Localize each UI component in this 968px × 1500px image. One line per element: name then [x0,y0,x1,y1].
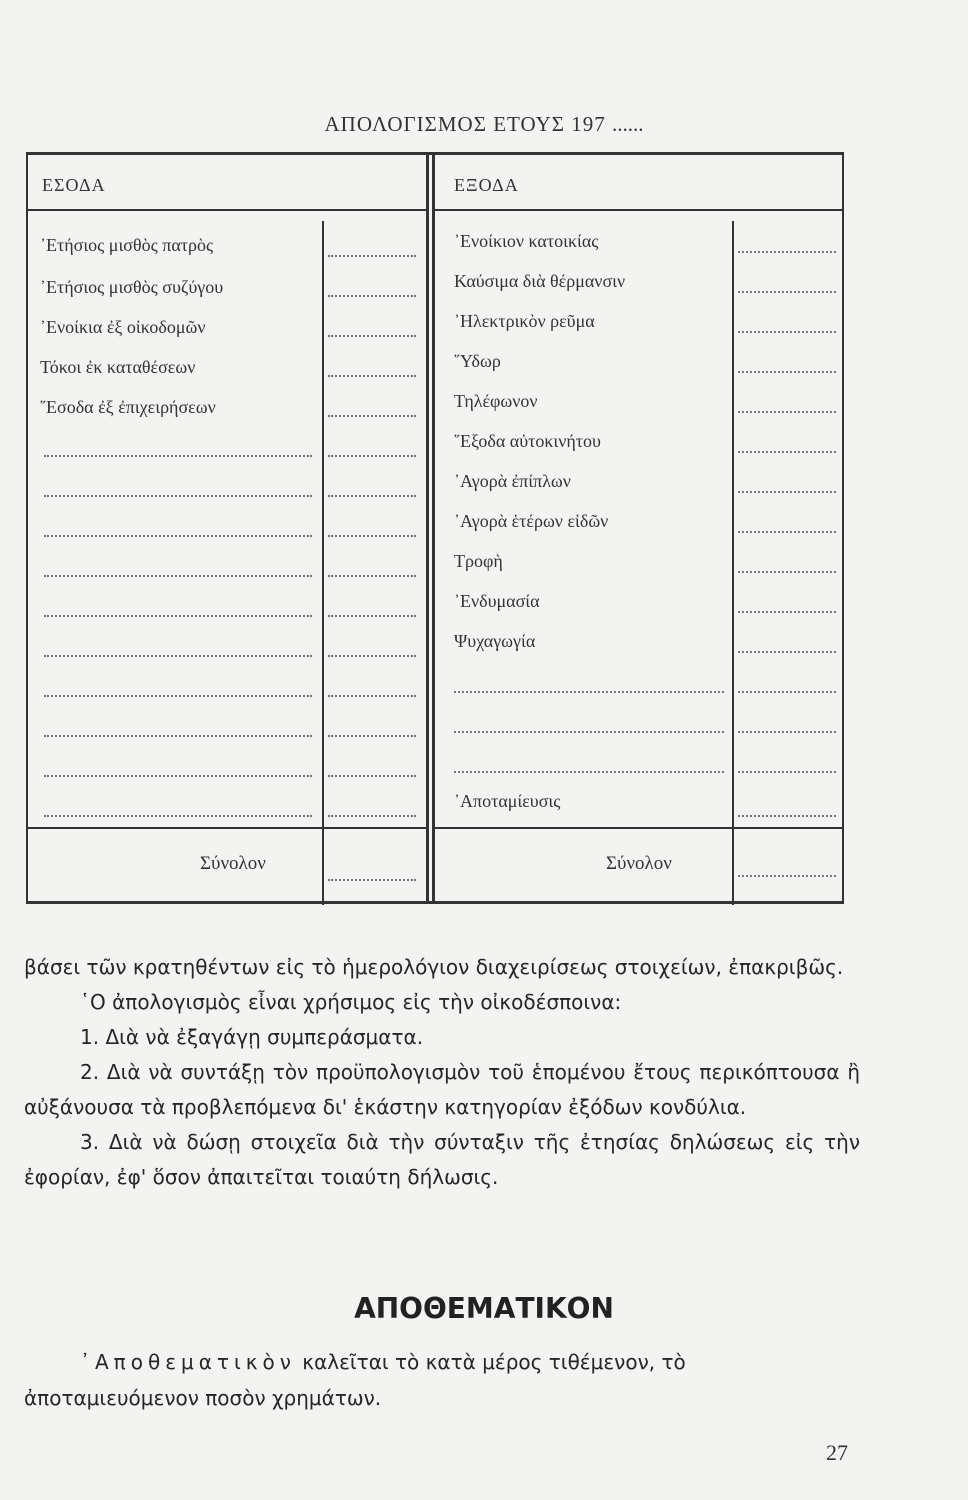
expense-row-4: ῞Υδωρ [454,351,501,371]
list-item: 1. Διὰ νὰ ἐξαγάγῃ συμπεράσματα. [80,1025,424,1049]
expense-amount-blank [738,771,836,773]
income-amount-blank [328,775,416,777]
income-blank-row [44,775,312,777]
expense-blank-row [454,731,724,733]
expense-blank-row [454,771,724,773]
expense-row-11: Ψυχαγωγία [454,631,536,651]
expenses-amount-column [732,221,734,905]
definition-rest: καλεῖται τὸ κατὰ μέρος τιθέμενον, τὸ ἀποταμιευόμενον ποσὸν χρημάτων. [24,1350,686,1410]
expense-row-6: ῞Εξοδα αὐτοκινήτου [454,431,601,451]
income-amount-blank [328,335,416,337]
expense-row-9: Τροφὴ [454,551,503,571]
income-amount-blank [328,255,416,257]
income-total-rule [28,827,426,829]
page-title: ΑΠΟΛΟΓΙΣΜΟΣ ΕΤΟΥΣ 197 ...... [324,112,644,136]
expense-row-3: ᾿Ηλεκτρικὸν ρεῦμα [454,311,595,331]
income-row-5: ῞Εσοδα ἐξ ἐπιχειρήσεων [40,397,216,417]
expense-row-2: Καύσιμα διὰ θέρμανσιν [454,271,626,291]
income-blank-row [44,655,312,657]
income-row-4: Τόκοι ἐκ καταθέσεων [40,357,196,377]
paragraph: βάσει τῶν κρατηθέντων εἰς τὸ ἡμερολόγιον διαχειρίσεως στοιχείων, ἐπακριβῶς. [24,955,844,979]
expense-amount-blank [738,691,836,693]
income-row-3: ᾿Ενοίκια ἐξ οἰκοδομῶν [40,317,206,337]
income-amount-blank [328,375,416,377]
page-number: 27 [826,1440,848,1465]
income-blank-row [44,815,312,817]
expense-blank-row [454,691,724,693]
income-row-1: ᾿Ετήσιος μισθὸς πατρὸς [40,235,214,255]
expense-total-rule [435,827,842,829]
income-blank-row [44,535,312,537]
income-amount-blank [328,495,416,497]
ledger-table [26,152,844,904]
income-blank-row [44,735,312,737]
income-amount-blank [328,615,416,617]
expense-amount-blank [738,371,836,373]
income-amount-blank [328,455,416,457]
expenses-header: ΕΞΟΔΑ [454,175,519,195]
list-item: 3. Διὰ νὰ δώσῃ στοιχεῖα διὰ τὴν σύνταξιν τῆς ἐτησίας δηλώσεως εἰς τὴν ἐφορίαν, ἐφ' ὅσον ἀπαιτεῖται τοιαύτη δήλωσις. [24,1130,860,1189]
income-blank-row [44,615,312,617]
list-item: 2. Διὰ νὰ συντάξῃ τὸν προϋπολογισμὸν τοῦ ἑπομένου ἔτους περικόπτουσα ἢ αὐξάνουσα τὰ προβλεπόμενα δι' ἑκάστην κατηγορίαν ἐξόδων κονδύλια. [24,1060,860,1119]
title-dots: ...... [611,112,644,136]
definition-term: ᾿Αποθεματικὸν [80,1350,296,1374]
expense-amount-blank [738,651,836,653]
income-amount-blank [328,415,416,417]
expense-amount-blank [738,291,836,293]
definition-text [24,1344,860,1416]
expense-amount-blank [738,251,836,253]
income-row-2: ᾿Ετήσιος μισθὸς συζύγου [40,277,224,297]
expense-total-label: Σύνολον [606,853,672,874]
income-blank-row [44,575,312,577]
income-amount-blank [328,535,416,537]
expense-row-7: ᾿Αγορὰ ἐπίπλων [454,471,571,491]
column-divider [432,155,435,901]
income-total-blank [328,879,416,881]
body-text [24,950,860,1195]
expense-amount-blank [738,731,836,733]
expense-amount-blank [738,491,836,493]
expense-amount-blank [738,571,836,573]
income-header: ΕΣΟΔΑ [42,175,106,195]
expense-row-10: ᾿Ενδυμασία [454,591,540,611]
column-divider [426,155,429,901]
expense-amount-blank [738,331,836,333]
income-blank-row [44,695,312,697]
expense-amount-blank [738,531,836,533]
expense-row-5: Τηλέφωνον [454,391,538,411]
expenses-header-rule [435,209,842,211]
income-amount-blank [328,655,416,657]
income-blank-row [44,455,312,457]
expense-amount-blank [738,451,836,453]
income-header-rule [28,209,426,211]
income-amount-blank [328,575,416,577]
expense-total-blank [738,875,836,877]
income-amount-blank [328,295,416,297]
income-blank-row [44,495,312,497]
expense-amount-blank [738,815,836,817]
expense-amount-blank [738,611,836,613]
expense-amount-blank [738,411,836,413]
section-title: ΑΠΟΘΕΜΑΤΙΚΟΝ [354,1292,614,1325]
income-amount-blank [328,815,416,817]
income-total-label: Σύνολον [200,853,266,874]
expense-savings-label: ᾿Αποταμίευσις [454,791,561,811]
paragraph: ῾Ο ἀπολογισμὸς εἶναι χρήσιμος εἰς τὴν οἰκοδέσποινα: [80,990,622,1014]
income-amount-blank [328,735,416,737]
expense-row-1: ᾿Ενοίκιον κατοικίας [454,231,599,251]
expense-row-8: ᾿Αγορὰ ἑτέρων εἰδῶν [454,511,609,531]
income-amount-blank [328,695,416,697]
income-amount-column [322,221,324,905]
